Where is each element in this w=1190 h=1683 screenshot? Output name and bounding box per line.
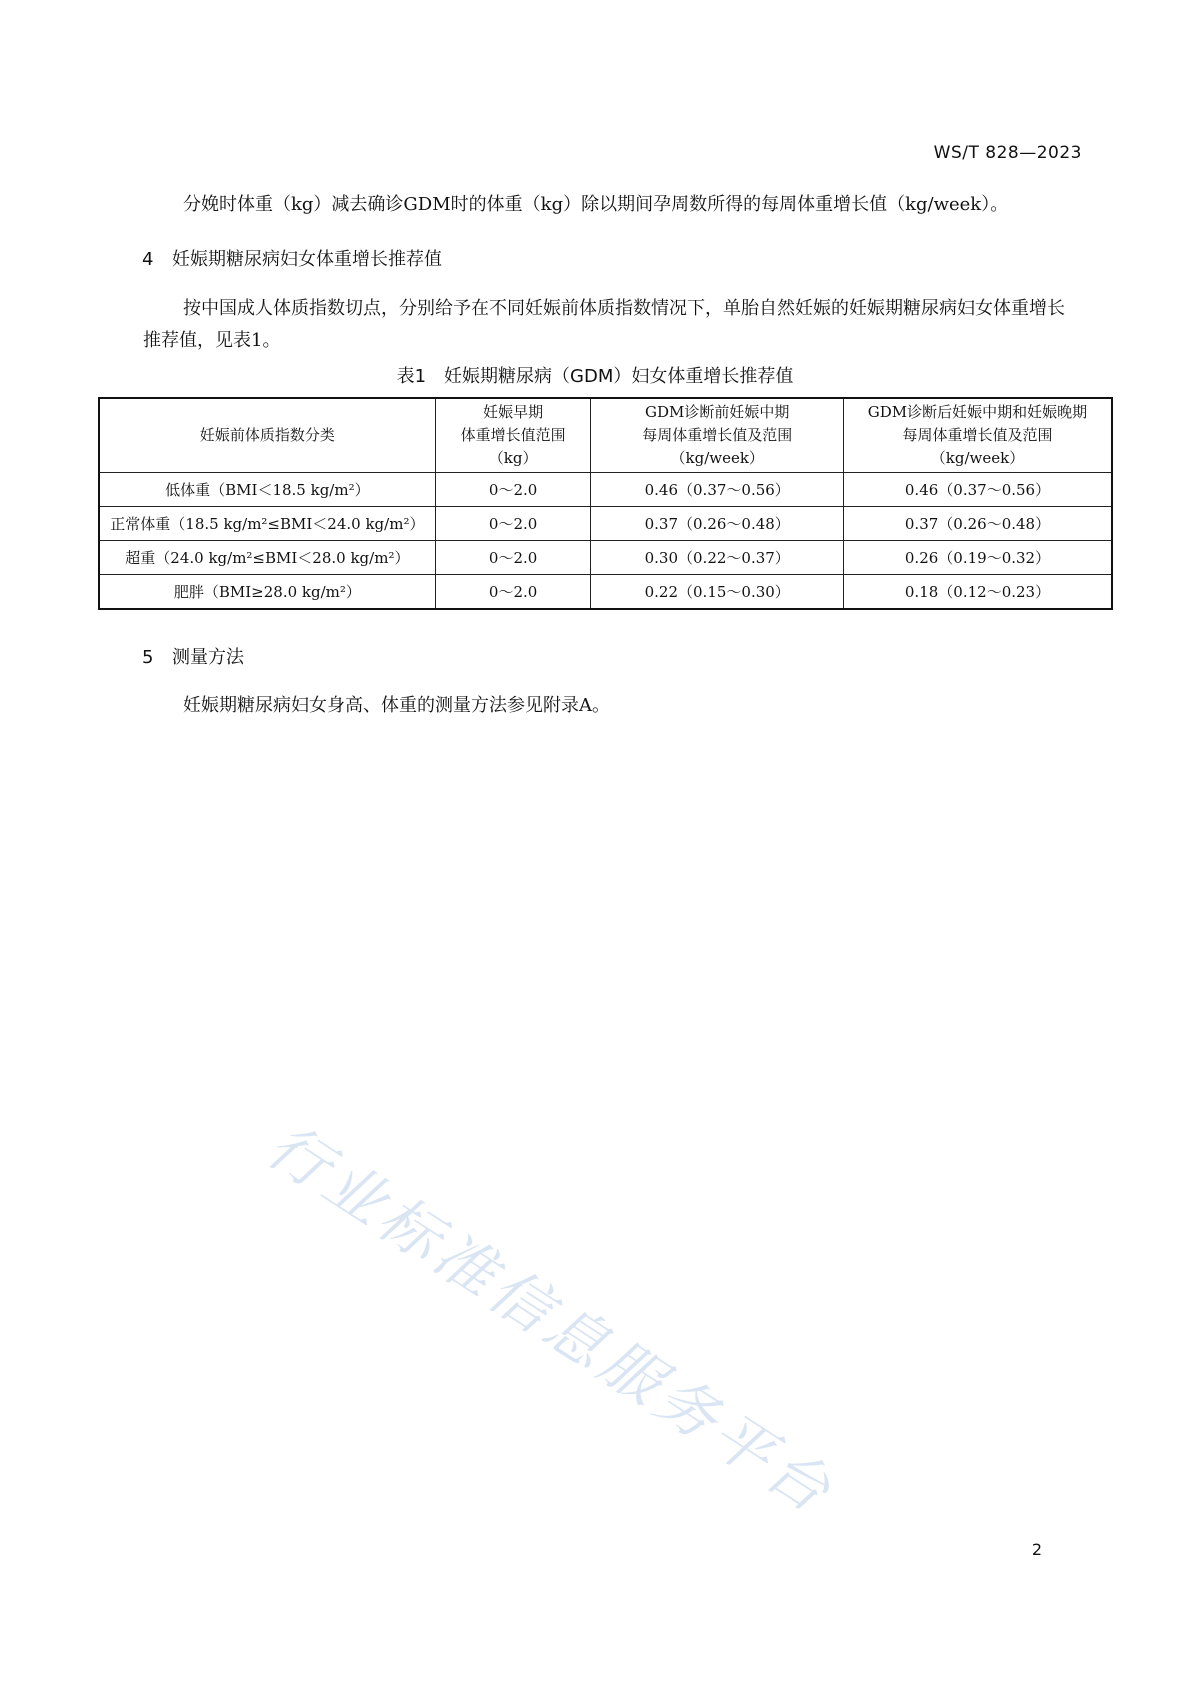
section-5-title: 测量方法 <box>172 647 244 668</box>
header-early-pregnancy <box>435 398 591 473</box>
weight-gain-table <box>98 397 1113 610</box>
table-cell: 肥胖（BMI≥28.0 kg/m²） <box>99 575 435 610</box>
table-row <box>99 507 1112 541</box>
table-cell: 0.37（0.26～0.48） <box>591 507 844 541</box>
table-cell: 正常体重（18.5 kg/m²≤BMI＜24.0 kg/m²） <box>99 507 435 541</box>
table-cell: 0.37（0.26～0.48） <box>843 507 1112 541</box>
section-4-body: 按中国成人体质指数切点，分别给予在不同妊娠前体质指数情况下，单胎自然妊娠的妊娠期糖尿病妇女体重增长推荐值，见表1。 <box>143 298 1065 351</box>
table-cell: 超重（24.0 kg/m²≤BMI＜28.0 kg/m²） <box>99 541 435 575</box>
header-line: （kg/week） <box>670 449 764 467</box>
table-cell: 0～2.0 <box>435 507 591 541</box>
table-cell: 0～2.0 <box>435 473 591 507</box>
header-line: GDM诊断前妊娠中期 <box>645 403 790 421</box>
section-5-number: 5 <box>142 647 154 668</box>
page-number: 2 <box>1031 1540 1042 1559</box>
header-line: （kg/week） <box>930 449 1025 467</box>
header-line: 体重增长值范围 <box>460 426 566 444</box>
table-row <box>99 541 1112 575</box>
header-line: 妊娠前体质指数分类 <box>199 426 335 444</box>
table-row <box>99 473 1112 507</box>
table-cell: 低体重（BMI＜18.5 kg/m²） <box>99 473 435 507</box>
intro-paragraph: 分娩时体重（kg）减去确诊GDM时的体重（kg）除以期间孕周数所得的每周体重增长值（kg/week）。 <box>183 194 1009 215</box>
table-cell: 0～2.0 <box>435 541 591 575</box>
table-cell: 0.46（0.37～0.56） <box>591 473 844 507</box>
header-bmi-category <box>99 398 435 473</box>
header-after-gdm <box>843 398 1112 473</box>
table-cell: 0.22（0.15～0.30） <box>591 575 844 610</box>
section-5-heading <box>142 643 244 669</box>
header-line: 每周体重增长值及范围 <box>642 426 793 444</box>
document-code: WS/T 828—2023 <box>933 143 1082 163</box>
table-header-row <box>99 398 1112 473</box>
table-caption: 表1 妊娠期糖尿病（GDM）妇女体重增长推荐值 <box>396 366 794 387</box>
header-line: GDM诊断后妊娠中期和妊娠晚期 <box>867 403 1088 421</box>
header-line: （kg） <box>488 449 538 467</box>
section-5-body: 妊娠期糖尿病妇女身高、体重的测量方法参见附录A。 <box>183 695 610 716</box>
header-before-gdm <box>591 398 844 473</box>
section-4-title: 妊娠期糖尿病妇女体重增长推荐值 <box>172 249 442 270</box>
table-cell: 0.46（0.37～0.56） <box>843 473 1112 507</box>
table-cell: 0～2.0 <box>435 575 591 610</box>
table-cell: 0.18（0.12～0.23） <box>843 575 1112 610</box>
table-cell: 0.26（0.19～0.32） <box>843 541 1112 575</box>
header-line: 妊娠早期 <box>483 403 544 421</box>
table-row <box>99 575 1112 610</box>
watermark: 行业标准信息服务平台 <box>254 1110 847 1530</box>
section-4-heading <box>142 245 442 271</box>
header-line: 每周体重增长值及范围 <box>902 426 1053 444</box>
section-4-number: 4 <box>142 249 154 270</box>
table-cell: 0.30（0.22～0.37） <box>591 541 844 575</box>
